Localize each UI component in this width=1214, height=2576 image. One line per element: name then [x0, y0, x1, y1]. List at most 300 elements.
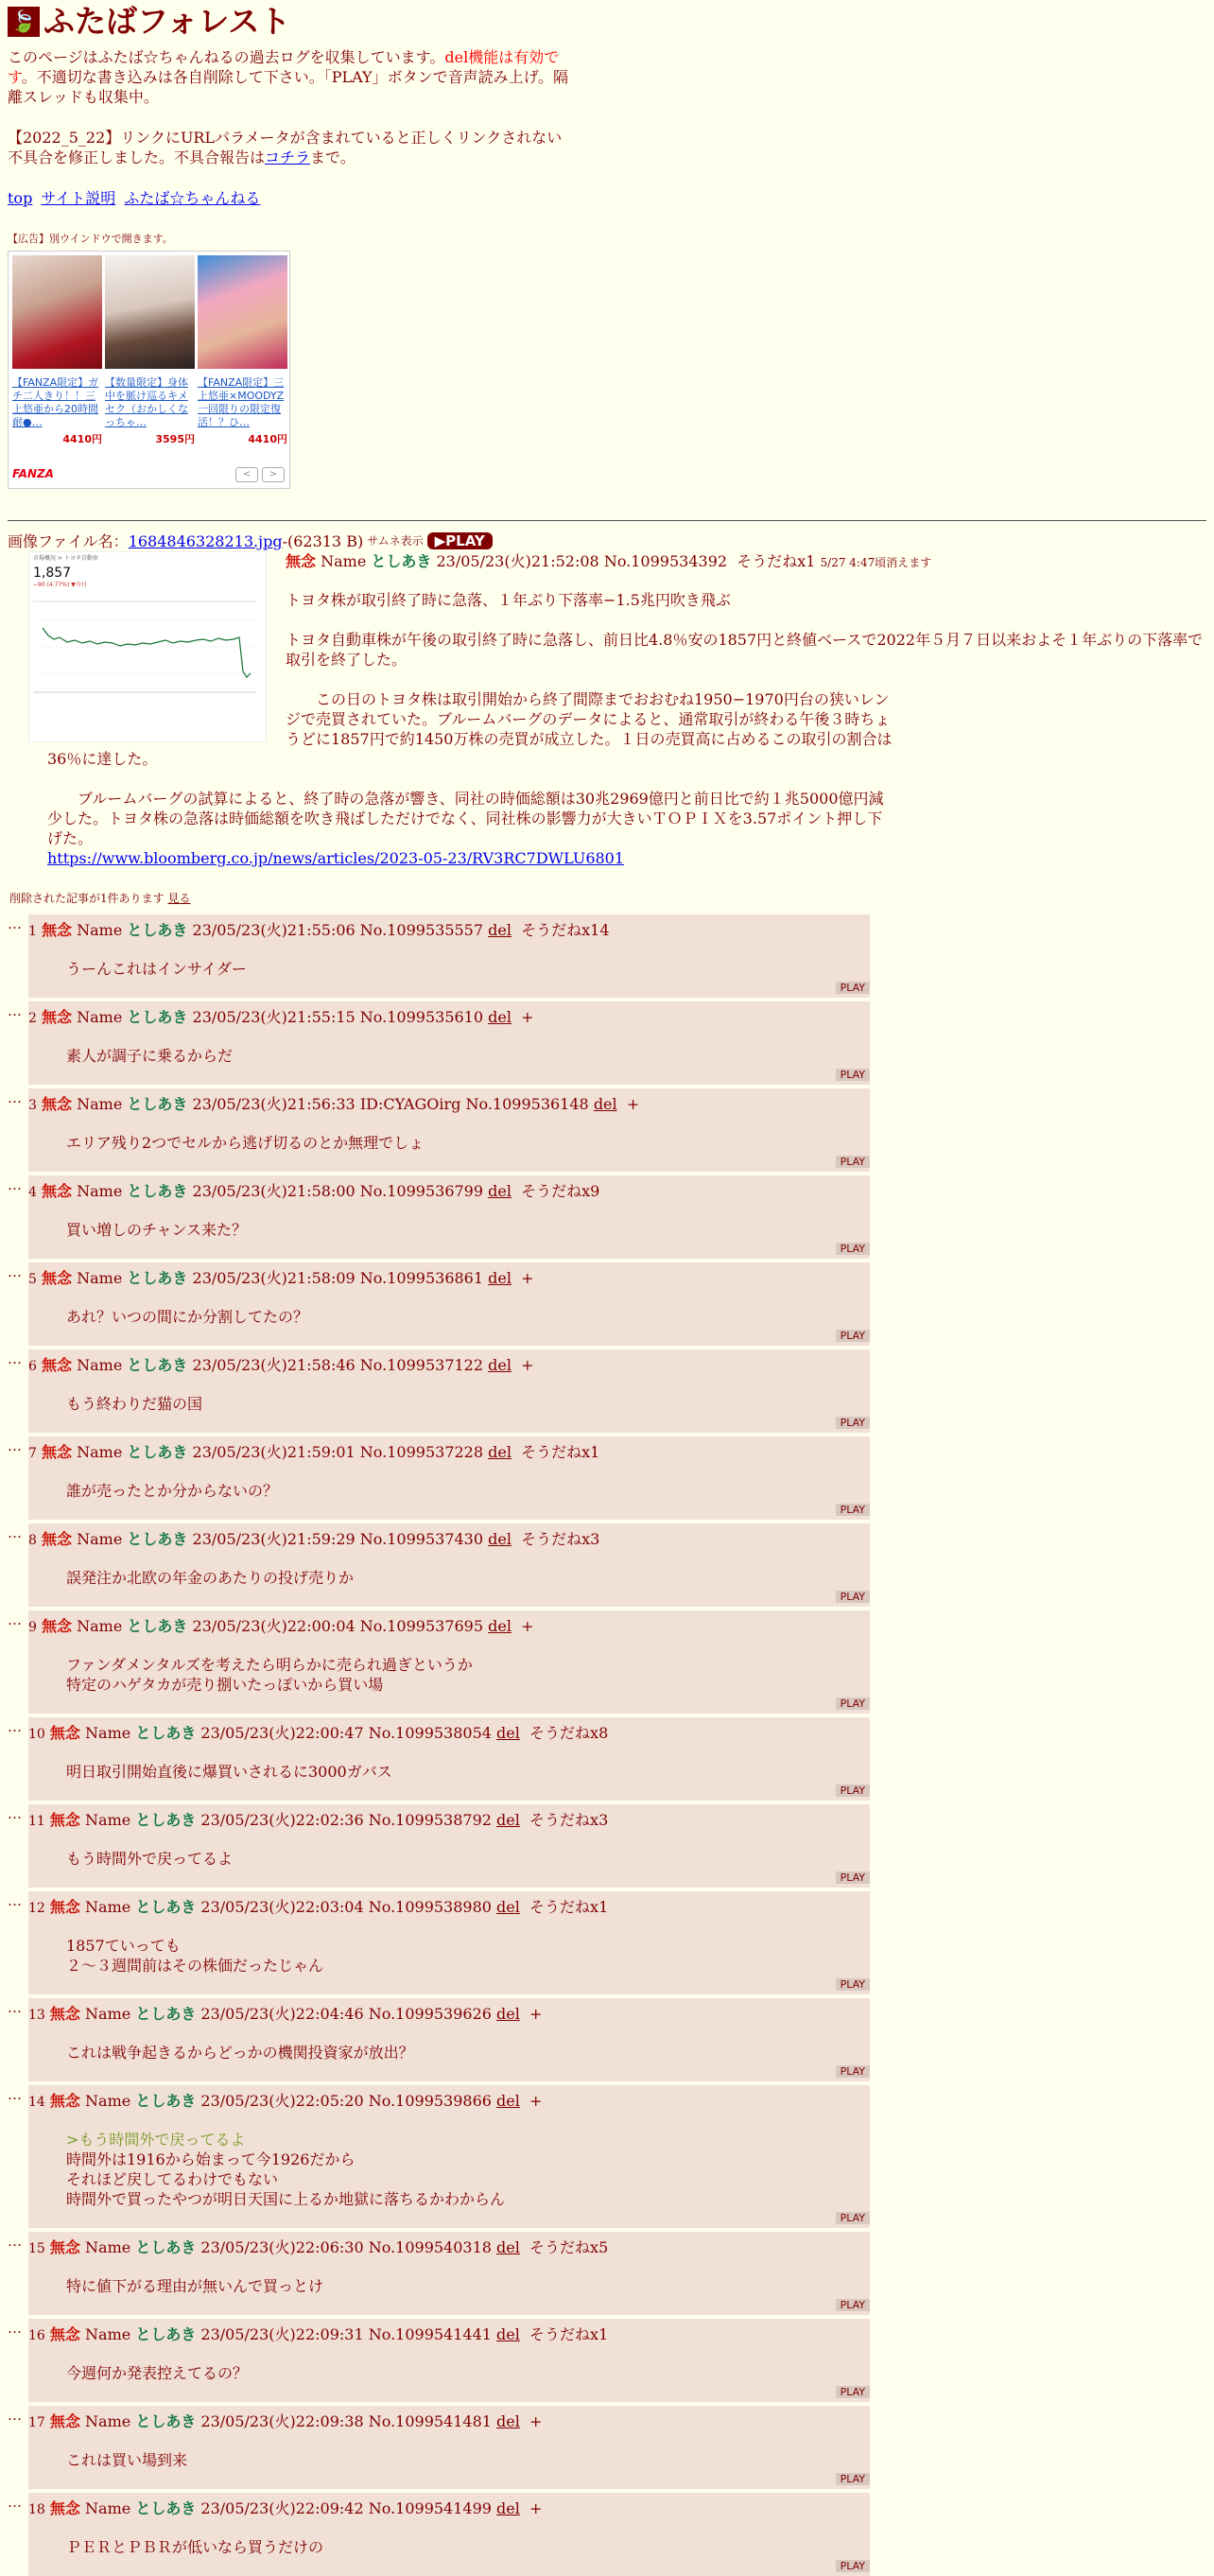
reply-name: としあき	[127, 921, 188, 939]
reply-sodane[interactable]: +	[529, 2499, 543, 2517]
reply-line: 買い増しのチャンス来た？	[66, 1221, 248, 1239]
ad-price: 3595円	[155, 433, 195, 445]
reply-index: 14	[28, 2095, 45, 2110]
reply-body	[66, 1307, 870, 1346]
op-line: トヨタ自動車株が午後の取引終了時に急落し、前日比4.8％安の1857円と終値ベースで2022年５月７日以来およそ１年ぶりの下落率で取引を終了した。	[286, 631, 1204, 669]
reply-marker: …	[8, 2086, 22, 2103]
reply-sodane[interactable]: +	[521, 1269, 534, 1287]
reply-header	[28, 1529, 870, 1551]
reply-play-button[interactable]: PLAY	[836, 2065, 870, 2078]
reply-play-button[interactable]: PLAY	[836, 982, 870, 994]
reply-play-button[interactable]: PLAY	[836, 1330, 870, 1342]
reply-header	[28, 1616, 870, 1638]
reply-index: 15	[28, 2241, 45, 2256]
reply-play-button[interactable]: PLAY	[836, 1978, 870, 1991]
show-deleted-link[interactable]: 見る	[167, 892, 191, 905]
reply-del-link[interactable]: del	[496, 2238, 520, 2256]
reply-name: としあき	[127, 1530, 188, 1548]
reply-name: としあき	[135, 2325, 197, 2343]
reply-marker: …	[8, 1350, 22, 1367]
reply-name-label: Name	[77, 1530, 123, 1548]
reply-post	[8, 2085, 1206, 2228]
reply-subject: 無念	[42, 1356, 73, 1374]
reply-header	[28, 1897, 870, 1919]
reply-marker: …	[8, 2494, 22, 2511]
ad-label: 【広告】別ウインドウで開きます。	[8, 233, 173, 245]
reply-play-button[interactable]: PLAY	[836, 1243, 870, 1255]
reply-name: としあき	[127, 1269, 188, 1287]
ad-image[interactable]	[105, 255, 195, 369]
reply-name: としあき	[135, 2499, 197, 2517]
intro-part: 。不適切な書き込みは各自削除して下さい。「PLAY」ボタンで音声読み上げ。隔離スレッドも収集中。	[8, 68, 568, 106]
reply-post	[8, 1523, 1206, 1607]
reply-post	[8, 914, 1206, 998]
reply-index: 9	[28, 1620, 37, 1635]
reply-play-button[interactable]: PLAY	[836, 1069, 870, 1081]
reply-index: 4	[28, 1185, 37, 1200]
reply-del-link[interactable]: del	[496, 2325, 520, 2343]
reply-name: としあき	[135, 1811, 197, 1829]
reply-marker: …	[8, 2320, 22, 2337]
reply-body	[66, 1849, 870, 1888]
reply-index: 17	[28, 2415, 45, 2430]
reply-del-link[interactable]: del	[488, 1008, 512, 1026]
reply-del-link[interactable]: del	[496, 2499, 520, 2517]
reply-name: としあき	[127, 1008, 188, 1026]
ad-image[interactable]	[12, 255, 102, 369]
ad-price: 4410円	[248, 433, 287, 445]
reply-name: としあき	[127, 1356, 188, 1374]
thumb-note: サムネ表示	[367, 533, 424, 548]
reply-del-link[interactable]: del	[496, 2092, 520, 2110]
reply-header	[28, 2411, 870, 2433]
reply-box	[28, 1001, 870, 1085]
reply-del-link[interactable]: del	[496, 2412, 520, 2430]
reply-box	[28, 1175, 870, 1259]
reply-name: としあき	[135, 1898, 197, 1916]
reply-subject: 無念	[42, 1095, 73, 1113]
reply-subject: 無念	[49, 2325, 80, 2343]
reply-line: エリア残り2つでセルから逃げ切るのとか無理でしょ	[66, 1134, 425, 1152]
reply-index: 6	[28, 1359, 37, 1374]
reply-header	[28, 1810, 870, 1832]
reply-header	[28, 2091, 870, 2113]
reply-datetime: 23/05/23(火)22:09:38 No.1099541481	[200, 2412, 492, 2430]
ad-image[interactable]	[198, 255, 287, 369]
reply-post	[8, 1804, 1206, 1888]
reply-marker: …	[8, 2407, 22, 2424]
deleted-count: 削除された記事が1件あります	[9, 892, 165, 905]
reply-name-label: Name	[77, 1356, 123, 1374]
reply-box	[28, 1262, 870, 1346]
reply-line: うーんこれはインサイダー	[66, 960, 247, 978]
reply-name-label: Name	[85, 2499, 131, 2517]
chart-price: 1,857	[33, 566, 72, 581]
reply-name: としあき	[135, 2092, 197, 2110]
reply-post	[8, 1262, 1206, 1346]
leaf-icon: 🍃	[8, 7, 40, 37]
reply-line: 特定のハゲタカが売り捌いたっぽいから買い場	[66, 1676, 384, 1694]
reply-sodane[interactable]: +	[521, 1008, 534, 1026]
reply-name: としあき	[127, 1095, 188, 1113]
reply-name-label: Name	[77, 1443, 123, 1461]
nav-about[interactable]: サイト説明	[41, 189, 116, 207]
reply-box	[28, 1998, 870, 2081]
reply-marker: …	[8, 1437, 22, 1454]
reply-box	[28, 1610, 870, 1714]
op-play-button[interactable]: ▶PLAY	[427, 532, 493, 549]
reply-header	[28, 1442, 870, 1464]
reply-subject: 無念	[42, 1530, 73, 1548]
op-name: としあき	[371, 552, 432, 570]
reply-line: 時間外で買ったやつが明日天国に上るか地獄に落ちるかわからん	[66, 2190, 506, 2208]
reply-list	[8, 914, 1206, 2576]
reply-play-button[interactable]: PLAY	[836, 1504, 870, 1516]
reply-marker: …	[8, 1176, 22, 1193]
reply-play-button[interactable]: PLAY	[836, 2560, 870, 2572]
reply-datetime: 23/05/23(火)21:58:09 No.1099536861	[192, 1269, 484, 1287]
reply-post	[8, 1998, 1206, 2081]
ad-item[interactable]	[198, 255, 287, 449]
reply-marker: …	[8, 915, 22, 932]
reply-play-button[interactable]: PLAY	[836, 1156, 870, 1168]
reply-box	[28, 2493, 870, 2576]
reply-index: 10	[28, 1727, 45, 1742]
reply-box	[28, 1523, 870, 1607]
reply-del-link[interactable]: del	[496, 2005, 520, 2023]
reply-box	[28, 1436, 870, 1520]
op-name-label: Name	[321, 552, 367, 570]
reply-datetime: 23/05/23(火)22:06:30 No.1099540318	[200, 2238, 492, 2256]
reply-index: 18	[28, 2502, 45, 2517]
reply-body	[66, 1568, 870, 1607]
reply-body	[66, 2363, 870, 2402]
reply-sodane[interactable]: そうだねx9	[521, 1182, 600, 1200]
reply-index: 12	[28, 1901, 45, 1916]
reply-id: ID:CYAGOirg No.1099536148	[359, 1095, 589, 1113]
op-file-line	[8, 531, 1206, 551]
reply-index: 13	[28, 2008, 45, 2023]
reply-box	[28, 2406, 870, 2489]
stock-chart-thumb	[29, 552, 266, 741]
reply-line: 誰が売ったとか分からないの？	[66, 1482, 279, 1500]
reply-sodane[interactable]: +	[529, 2092, 543, 2110]
nav-links	[8, 188, 1206, 208]
reply-marker: …	[8, 1718, 22, 1735]
reply-marker: …	[8, 1263, 22, 1280]
reply-subject: 無念	[42, 1443, 73, 1461]
reply-index: 8	[28, 1533, 37, 1548]
reply-datetime: 23/05/23(火)22:09:42 No.1099541499	[200, 2499, 492, 2517]
op-blank	[8, 769, 1206, 789]
reply-box	[28, 2232, 870, 2315]
reply-post	[8, 1436, 1206, 1520]
reply-index: 16	[28, 2328, 45, 2343]
reply-name: としあき	[127, 1617, 188, 1635]
reply-del-link[interactable]: del	[488, 1269, 512, 1287]
reply-name-label: Name	[77, 1182, 123, 1200]
thread-divider	[8, 520, 1206, 521]
reply-datetime: 23/05/23(火)22:05:20 No.1099539866	[200, 2092, 492, 2110]
reply-datetime: 23/05/23(火)22:00:47 No.1099538054	[200, 1724, 492, 1742]
intro-text	[8, 47, 570, 107]
reply-post	[8, 1717, 1206, 1801]
reply-del-link[interactable]: del	[496, 1724, 520, 1742]
reply-post	[8, 1349, 1206, 1433]
del-enabled-note: del機能は有効です	[8, 48, 560, 86]
reply-del-link[interactable]: del	[496, 1898, 520, 1916]
reply-line: 時間外は1916から始まって今1926だから	[66, 2150, 356, 2168]
reply-header	[28, 1094, 870, 1116]
reply-header	[28, 1181, 870, 1203]
reply-subject: 無念	[49, 1724, 80, 1742]
reply-marker: …	[8, 1805, 22, 1822]
op-sodane[interactable]: そうだねx1	[737, 552, 816, 570]
reply-subject: 無念	[42, 1269, 73, 1287]
ad-prev-button[interactable]: <	[235, 467, 258, 482]
reply-header	[28, 2004, 870, 2026]
file-label: 画像ファイル名：	[8, 531, 129, 550]
ad-next-button[interactable]: >	[262, 467, 285, 482]
reply-header	[28, 920, 870, 942]
reply-line: あれ？いつの間にか分割してたの？	[66, 1308, 309, 1326]
reply-post	[8, 2406, 1206, 2489]
reply-marker: …	[8, 1999, 22, 2016]
reply-subject: 無念	[49, 2499, 80, 2517]
op-image-link[interactable]: 1684846328213.jpg	[128, 531, 283, 550]
reply-play-button[interactable]: PLAY	[836, 2299, 870, 2311]
reply-body	[66, 2450, 870, 2489]
reply-play-button[interactable]: PLAY	[836, 2386, 870, 2398]
reply-play-button[interactable]: PLAY	[836, 1871, 870, 1884]
reply-subject: 無念	[49, 2005, 80, 2023]
notice-text: 【2022_5_22】リンクにURLパラメータが含まれていると正しくリンクされない不具合を修正しました。不具合報告は	[8, 129, 563, 166]
intro-part: このページはふたば☆ちゃんねるの過去ログを収集しています。	[8, 48, 445, 66]
reply-subject: 無念	[49, 2092, 80, 2110]
reply-subject: 無念	[42, 1617, 73, 1635]
reply-del-link[interactable]: del	[488, 1182, 512, 1200]
reply-name: としあき	[135, 2005, 197, 2023]
reply-del-link[interactable]: del	[496, 1811, 520, 1829]
op-post	[8, 551, 1206, 868]
reply-marker: …	[8, 1892, 22, 1909]
ad-title[interactable]: 【FANZA限定】三上悠亜×MOODYZ 一回限りの限定復活！？ひ…	[198, 376, 285, 428]
reply-body	[66, 1936, 870, 1994]
reply-sodane[interactable]: そうだねx5	[529, 2238, 609, 2256]
reply-body	[66, 2130, 870, 2228]
reply-subject: 無念	[49, 1898, 80, 1916]
reply-line: これは戦争起きるからどっかの機関投資家が放出？	[66, 2044, 414, 2062]
reply-subject: 無念	[49, 1811, 80, 1829]
reply-datetime: 23/05/23(火)22:03:04 No.1099538980	[200, 1898, 492, 1916]
reply-play-button[interactable]: PLAY	[836, 1591, 870, 1603]
reply-post	[8, 1088, 1206, 1172]
op-datetime: 23/05/23(火)21:52:08	[436, 552, 599, 570]
reply-name-label: Name	[85, 1811, 131, 1829]
reply-post	[8, 1175, 1206, 1259]
reply-marker: …	[8, 1002, 22, 1019]
reply-name: としあき	[135, 1724, 197, 1742]
reply-sodane[interactable]: +	[626, 1095, 640, 1113]
ad-item[interactable]	[12, 255, 102, 449]
reply-sodane[interactable]: +	[521, 1617, 534, 1635]
reply-body	[66, 959, 870, 998]
reply-marker: …	[8, 2233, 22, 2250]
reply-line: ＰＥＲとＰＢＲが低いなら買うだけの	[66, 2538, 324, 2556]
reply-box	[28, 914, 870, 998]
reply-play-button[interactable]: PLAY	[836, 1784, 870, 1797]
bug-notice	[8, 128, 570, 167]
reply-play-button[interactable]: PLAY	[836, 1697, 870, 1710]
reply-datetime: 23/05/23(火)21:59:29 No.1099537430	[192, 1530, 484, 1548]
reply-body	[66, 1220, 870, 1259]
reply-line: 特に値下がる理由が無いんで買っとけ	[66, 2277, 324, 2295]
reply-datetime: 23/05/23(火)21:58:46 No.1099537122	[192, 1356, 484, 1374]
reply-name-label: Name	[85, 2325, 131, 2343]
reply-subject: 無念	[42, 1182, 73, 1200]
reply-line: 1857ていっても	[66, 1937, 181, 1955]
reply-sodane[interactable]: そうだねx14	[521, 921, 610, 939]
reply-body	[66, 1481, 870, 1520]
reply-name-label: Name	[77, 1269, 123, 1287]
reply-datetime: 23/05/23(火)22:02:36 No.1099538792	[200, 1811, 492, 1829]
ad-price: 4410円	[62, 433, 102, 445]
reply-datetime: 23/05/23(火)21:55:06 No.1099535557	[192, 921, 484, 939]
reply-sodane[interactable]: そうだねx1	[529, 1898, 609, 1916]
reply-name-label: Name	[77, 1617, 123, 1635]
reply-index: 3	[28, 1098, 37, 1113]
reply-post	[8, 2319, 1206, 2402]
reply-datetime: 23/05/23(火)21:56:33	[192, 1095, 356, 1113]
site-title: ふたばフォレスト	[43, 3, 291, 40]
reply-datetime: 23/05/23(火)21:58:00 No.1099536799	[192, 1182, 484, 1200]
reply-del-link[interactable]: del	[488, 1530, 512, 1548]
reply-del-link[interactable]: del	[593, 1095, 617, 1113]
reply-index: 7	[28, 1446, 37, 1461]
op-expire: 5/27 4:47頃消えます	[820, 556, 932, 569]
reply-name: としあき	[127, 1182, 188, 1200]
reply-body	[66, 1046, 870, 1085]
reply-header	[28, 2324, 870, 2346]
op-number: No.1099534392	[603, 552, 728, 570]
chart-change: −90 (4.77%) ▼今日	[33, 582, 87, 588]
reply-body	[66, 1762, 870, 1801]
reply-line: それほど戻してるわけでもない	[66, 2170, 279, 2188]
op-source-url[interactable]: https://www.bloomberg.co.jp/news/articles/2023-05-23/RV3RC7DWLU6801	[47, 849, 625, 867]
chart-caption: 市場概況 > トヨタ自動車	[33, 555, 98, 562]
reply-sodane[interactable]: +	[529, 2005, 543, 2023]
report-link[interactable]: コチラ	[265, 148, 311, 166]
reply-sodane[interactable]: そうだねx1	[529, 2325, 609, 2343]
ad-widget	[8, 251, 290, 489]
reply-line: 今週何か発表控えてるの？	[66, 2364, 249, 2382]
reply-del-link[interactable]: del	[488, 1443, 512, 1461]
reply-datetime: 23/05/23(火)22:04:46 No.1099539626	[200, 2005, 492, 2023]
reply-header	[28, 1355, 870, 1377]
reply-name-label: Name	[85, 2092, 131, 2110]
reply-play-button[interactable]: PLAY	[836, 2473, 870, 2485]
ad-title[interactable]: 【数量限定】身体中を脈け巡るキメセク（おかしくなっちゃ…	[105, 376, 188, 428]
fanza-logo: FANZA	[12, 467, 54, 480]
reply-post	[8, 1891, 1206, 1994]
reply-line: これは買い場到来	[66, 2451, 188, 2469]
reply-name-label: Name	[85, 1724, 131, 1742]
deleted-note	[9, 889, 1206, 909]
reply-play-button[interactable]: PLAY	[836, 1417, 870, 1429]
reply-sodane[interactable]: +	[529, 2412, 543, 2430]
op-thumbnail[interactable]	[28, 551, 267, 742]
reply-line: 素人が調子に乗るからだ	[66, 1047, 234, 1065]
stock-price-line	[43, 628, 251, 677]
reply-marker: …	[8, 1089, 22, 1106]
reply-body	[66, 2537, 870, 2576]
reply-post	[8, 2493, 1206, 2576]
nav-futaba[interactable]: ふたば☆ちゃんねる	[124, 189, 261, 207]
op-line: ブルームバーグの試算によると、終了時の急落が響き、同社の時価総額は30兆2969億円と前日比で約１兆5000億円減少した。トヨタ株の急落は時価総額を吹き飛ばしただけでなく、同社株の影響力が大きいＴＯＰＩＸを3.57ポイント押し下げた。	[47, 790, 884, 847]
reply-subject: 無念	[42, 1008, 73, 1026]
reply-index: 2	[28, 1011, 37, 1026]
reply-sodane[interactable]: そうだねx1	[521, 1443, 600, 1461]
reply-sodane[interactable]: +	[521, 1356, 534, 1374]
reply-quote: >もう時間外で戻ってるよ	[66, 2131, 246, 2149]
reply-post	[8, 1610, 1206, 1714]
reply-line: 誤発注か北欧の年金のあたりの投げ売りか	[66, 1569, 355, 1587]
reply-name-label: Name	[85, 2005, 131, 2023]
reply-line: ２〜３週間前はその株価だったじゃん	[66, 1957, 324, 1975]
reply-name-label: Name	[77, 1095, 123, 1113]
reply-index: 11	[28, 1814, 45, 1829]
notice-text: まで。	[310, 148, 356, 166]
reply-line: 明日取引開始直後に爆買いされるに3000ガバス	[66, 1763, 392, 1781]
reply-del-link[interactable]: del	[488, 921, 512, 939]
reply-play-button[interactable]: PLAY	[836, 2212, 870, 2224]
reply-marker: …	[8, 1524, 22, 1541]
reply-datetime: 23/05/23(火)21:55:15 No.1099535610	[192, 1008, 484, 1026]
reply-name-label: Name	[85, 2238, 131, 2256]
reply-subject: 無念	[42, 921, 73, 939]
reply-header	[28, 1268, 870, 1290]
reply-del-link[interactable]: del	[488, 1356, 512, 1374]
reply-sodane[interactable]: そうだねx8	[529, 1724, 609, 1742]
ad-item[interactable]	[105, 255, 195, 449]
reply-box	[28, 1891, 870, 1994]
reply-datetime: 23/05/23(火)21:59:01 No.1099537228	[192, 1443, 484, 1461]
ad-title[interactable]: 【FANZA限定】ガチ二人きり！！三上悠亜から20時間耐●…	[12, 376, 99, 428]
reply-body	[66, 1655, 870, 1714]
reply-name-label: Name	[85, 2412, 131, 2430]
reply-line: もう時間外で戻ってるよ	[66, 1850, 234, 1868]
file-size: -(62313 B)	[282, 531, 364, 550]
reply-sodane[interactable]: そうだねx3	[521, 1530, 600, 1548]
nav-top[interactable]: top	[8, 189, 33, 207]
reply-name-label: Name	[77, 1008, 123, 1026]
reply-sodane[interactable]: そうだねx3	[529, 1811, 609, 1829]
reply-box	[28, 1088, 870, 1172]
reply-name-label: Name	[85, 1898, 131, 1916]
reply-datetime: 23/05/23(火)22:00:04 No.1099537695	[192, 1617, 484, 1635]
reply-datetime: 23/05/23(火)22:09:31 No.1099541441	[200, 2325, 492, 2343]
reply-del-link[interactable]: del	[488, 1617, 512, 1635]
reply-box	[28, 2319, 870, 2402]
reply-index: 1	[28, 924, 37, 939]
op-line: この日のトヨタ株は取引開始から終了間際までおおむね1950−1970円台の狭いレンジで売買されていた。ブルームバーグのデータによると、通常取引が終わる午後３時ちょうどに1857円で約1450万株の売買が成立した。１日の売買高に占めるこの取引の割合は36％に達した。	[47, 690, 893, 768]
reply-post	[8, 1001, 1206, 1085]
reply-name: としあき	[135, 2238, 197, 2256]
op-line: トヨタ株が取引終了時に急落、１年ぶり下落率−1.5兆円吹き飛ぶ	[286, 591, 731, 609]
reply-subject: 無念	[49, 2238, 80, 2256]
site-logo[interactable]	[8, 3, 1206, 40]
reply-subject: 無念	[49, 2412, 80, 2430]
